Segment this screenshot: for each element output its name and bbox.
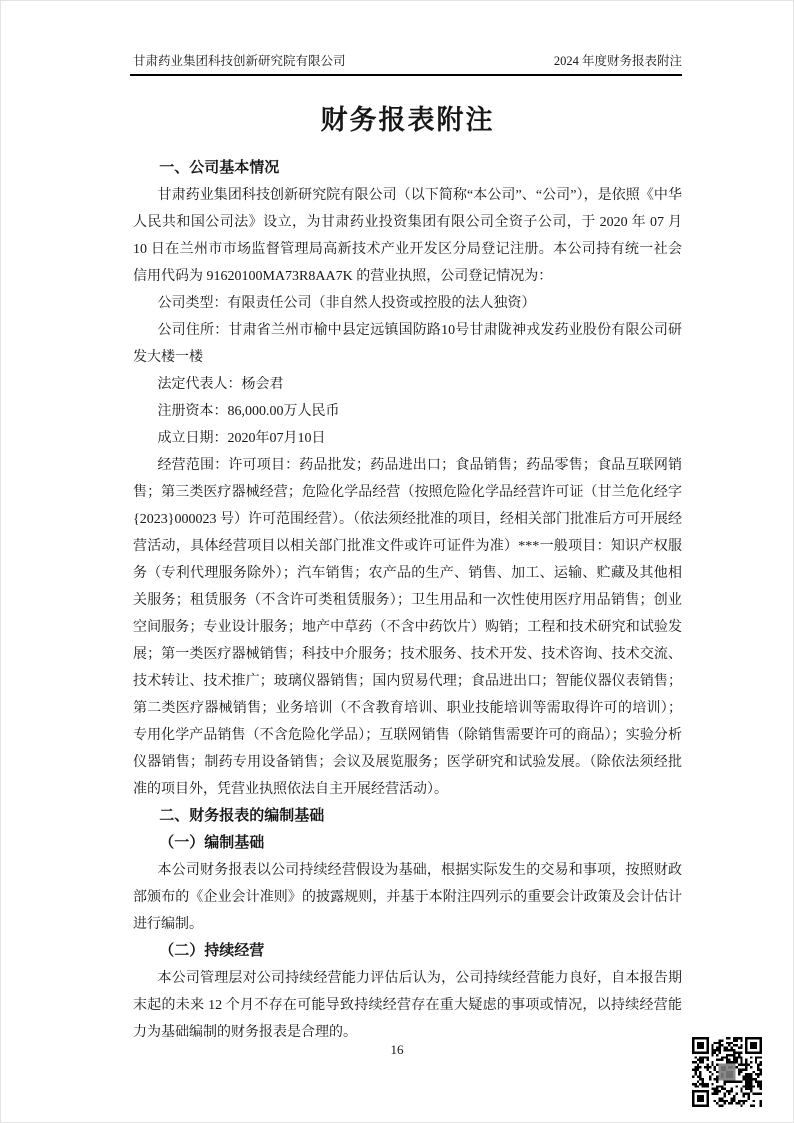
header-company-name: 甘肃药业集团科技创新研究院有限公司 [133, 54, 346, 68]
header-rule [130, 74, 682, 76]
preparation-basis-paragraph: 本公司财务报表以公司持续经营假设为基础，根据实际发生的交易和事项，按照财政部颁布的《企业会计准则》的披露规则，并基于本附注四列示的重要会计政策及会计估计进行编制。 [133, 863, 682, 932]
section-1-intro-paragraph: 甘肃药业集团科技创新研究院有限公司（以下简称“本公司”、“公司”），是依照《中华人民共和国公司法》设立，为甘肃药业投资集团有限公司全资子公司，于 2020 年 07 月 10 日在兰州市市场监督管理局高新技术产业开发区分局登记注册。本公司持有统一社会信用代码为 91620100MA73R8AA7K 的营业执照，公司登记情况为： [133, 188, 682, 284]
section-2-sub-1-heading: （一）编制基础 [159, 835, 265, 851]
business-scope-paragraph: 经营范围：许可项目：药品批发；药品进出口；食品销售；药品零售；食品互联网销售；第三类医疗器械经营；危险化学品经营（按照危险化学品经营许可证（甘兰危化经字{2023}000023 号）许可范围经营）。（依法须经批准的项目，经相关部门批准后方可开展经营活动，具体经营项目以相关部门批准文件或许可证件为准）***一般项目：知识产权服务（专利代理服务除外）；汽车销售；农产品的生产、销售、加工、运输、贮藏及其他相关服务；租赁服务（不含许可类租赁服务）；卫生用品和一次性使用医疗用品销售；创业空间服务；专业设计服务；地产中草药（不含中药饮片）购销；工程和技术研究和试验发展；第一类医疗器械销售；科技中介服务；技术服务、技术开发、技术咨询、技术交流、技术转让、技术推广；玻璃仪器销售；国内贸易代理；食品进出口；智能仪器仪表销售；第二类医疗器械销售；业务培训（不含教育培训、职业技能培训等需取得许可的培训）；专用化学产品销售（不含危险化学品）；互联网销售（除销售需要许可的商品）；实验分析仪器销售；制药专用设备销售；会议及展览服务；医学研究和试验发展。（除依法须经批准的项目外，凭营业执照依法自主开展经营活动）。 [133, 458, 682, 797]
running-header [133, 54, 682, 69]
section-2-sub-2-heading: （二）持续经营 [159, 943, 265, 959]
established-date-line: 成立日期：2020年07月10日 [157, 431, 326, 446]
section-1-heading: 一、公司基本情况 [159, 160, 280, 176]
document-title: 财务报表附注 [320, 105, 495, 135]
registered-capital-line: 注册资本：86,000.00万人民币 [157, 404, 340, 419]
legal-representative-line: 法定代表人：杨会君 [157, 377, 284, 392]
page-footer [0, 1042, 794, 1058]
section-2-heading: 二、财务报表的编制基础 [159, 808, 325, 824]
going-concern-paragraph: 本公司管理层对公司持续经营能力评估后认为，公司持续经营能力良好，自本报告期末起的未来 12 个月不存在可能导致持续经营存在重大疑虑的事项或情况，以持续经营能力为基础编制的财务报表是合理的。 [133, 971, 682, 1040]
page-number: 16 [390, 1042, 404, 1057]
verification-qr-code-icon [692, 1037, 762, 1107]
company-address-line: 公司住所：甘肃省兰州市榆中县定远镇国防路10号甘肃陇神戎发药业股份有限公司研发大楼一楼 [133, 323, 682, 365]
document-body [133, 155, 682, 1046]
company-type-line: 公司类型：有限责任公司（非自然人投资或控股的法人独资） [157, 296, 536, 311]
header-report-title: 2024 年度财务报表附注 [553, 54, 682, 68]
